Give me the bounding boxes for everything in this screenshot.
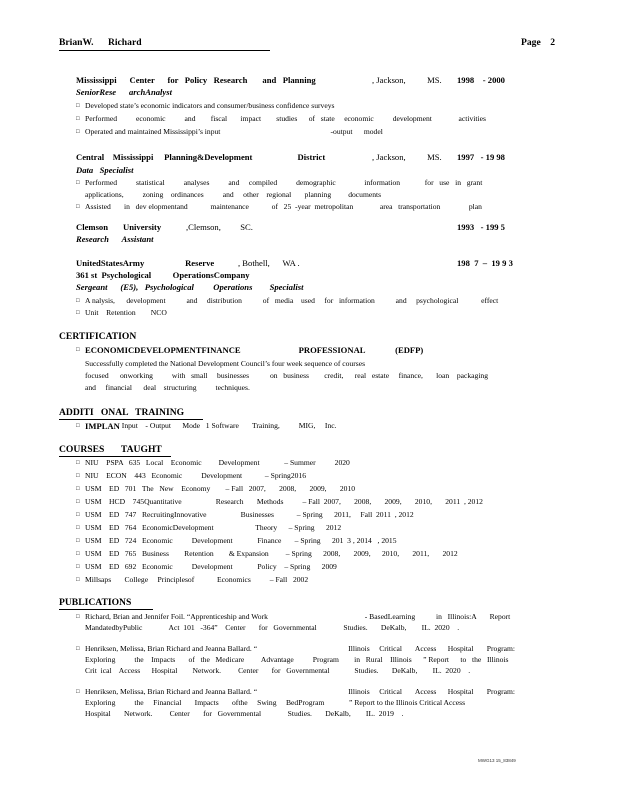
- certification-line: and financial deal structuring techniques.: [85, 383, 250, 392]
- publication-line: Crit ical Access Hospital Network. Center for Governmental Studies. DeKalb, IL. 2020 .: [85, 666, 471, 675]
- course-item: NIU ECON 443 Economic Development – Spring2016: [85, 471, 307, 480]
- course-item: USM ED 692 Economic Development Policy – Spring 2009: [85, 562, 337, 571]
- document-id: MWG13 15_83849: [478, 758, 516, 763]
- bullet-icon: □: [76, 689, 80, 695]
- bullet-icon: □: [76, 577, 80, 583]
- section-underline: [59, 419, 203, 420]
- section-heading-courses: COURSES TAUGHT: [59, 444, 162, 455]
- section-heading-publications: PUBLICATIONS: [59, 597, 132, 608]
- job-title: Research Assistant: [76, 234, 154, 244]
- bullet-icon: □: [76, 347, 80, 353]
- bullet-icon: □: [76, 423, 80, 429]
- section-underline: [59, 456, 171, 457]
- job-org: Clemson University: [76, 222, 162, 232]
- job-location: , Jackson, MS.: [372, 75, 442, 85]
- publication-line: Exploring the Impacts of the Medicare Advantage Program in Rural Illinois ” Report to the Illinois: [85, 655, 509, 664]
- section-underline: [59, 609, 153, 610]
- bullet-icon: □: [76, 614, 80, 620]
- section-heading-training: ADDITI ONAL TRAINING: [59, 407, 185, 418]
- course-item: USM ED 765 Business Retention & Expansion – Spring 2008, 2009, 2010, 2011, 2012: [85, 549, 458, 558]
- job-title: Data Specialist: [76, 165, 134, 175]
- publication-line: Henriksen, Melissa, Brian Richard and Jeanna Ballard. “ Illinois Critical Access Hospital Program:: [85, 644, 516, 653]
- course-item: USM HCD 745Quantitative Research Methods – Fall 2007, 2008, 2009, 2010, 2011 , 2012: [85, 497, 483, 506]
- certification-line: focused onworking with small businesses on business credit, real estate finance, loan packaging: [85, 371, 489, 380]
- course-item: Millsaps College Principlesof Economics – Fall 2002: [85, 575, 309, 584]
- course-item: USM ED 764 EconomicDevelopment Theory – Spring 2012: [85, 523, 342, 532]
- course-item: USM ED 747 RecruitingInnovative Businesses – Spring 2011, Fall 2011 , 2012: [85, 510, 414, 519]
- job-bullet: Assisted in dev elopmentand maintenance of 25 -year metropolitan area transportation plan: [85, 202, 482, 211]
- publication-line: MandatedbyPublic Act 101 -364” Center for Governmental Studies. DeKalb, IL. 2020 .: [85, 623, 460, 632]
- bullet-icon: □: [76, 298, 80, 304]
- bullet-icon: □: [76, 103, 80, 109]
- bullet-icon: □: [76, 310, 80, 316]
- job-bullet: Performed statistical analyses and compiled demographic information for use in grant: [85, 178, 483, 187]
- bullet-icon: □: [76, 473, 80, 479]
- job-bullet: Developed state’s economic indicators and consumer/business confidence surveys: [85, 101, 335, 110]
- bullet-icon: □: [76, 525, 80, 531]
- job-dates: 1998 - 2000: [457, 75, 505, 85]
- job-bullet: Unit Retention NCO: [85, 308, 167, 317]
- publication-line: Exploring the Financial Impacts ofthe Swing BedProgram ” Report to the Illinois Critical Access: [85, 698, 466, 707]
- job-org: UnitedStatesArmy Reserve: [76, 258, 215, 268]
- job-title: Sergeant (E5), Psychological Operations Specialist: [76, 282, 304, 292]
- bullet-icon: □: [76, 180, 80, 186]
- course-item: USM ED 701 The New Economy – Fall 2007, 2008, 2009, 2010: [85, 484, 356, 493]
- job-bullet: Performed economic and fiscal impact studies of state economic development activities: [85, 114, 486, 123]
- certification-line: Successfully completed the National Development Council’s four week sequence of courses: [85, 359, 366, 368]
- job-bullet-continued: applications, zoning ordinances and other regional planning documents: [85, 190, 382, 199]
- bullet-icon: □: [76, 551, 80, 557]
- course-item: USM ED 724 Economic Development Finance – Spring 201 3 , 2014 , 2015: [85, 536, 397, 545]
- publication-line: Henriksen, Melissa, Brian Richard and Jeanna Ballard. “ Illinois Critical Access Hospital Program:: [85, 687, 516, 696]
- section-heading-certification: CERTIFICATION: [59, 331, 137, 342]
- bullet-icon: □: [76, 129, 80, 135]
- job-location: , Bothell, WA .: [238, 258, 300, 268]
- page-number: Page 2: [521, 37, 556, 48]
- publication-line: Richard, Brian and Jennifer Foil. “Apprenticeship and Work - BasedLearning in Illinois:A Report: [85, 612, 511, 621]
- job-org: Central Mississippi Planning&Development District: [76, 152, 326, 162]
- course-item: NIU PSPA 635 Local Economic Development – Summer 2020: [85, 458, 350, 467]
- job-bullet: Operated and maintained Mississippi’s input -output model: [85, 127, 383, 136]
- bullet-icon: □: [76, 460, 80, 466]
- job-dates: 198 7 – 19 9 3: [457, 258, 513, 268]
- certification-name: ECONOMICDEVELOPMENTFINANCE PROFESSIONAL (EDFP): [85, 345, 424, 355]
- training-item-name: IMPLAN: [85, 421, 120, 431]
- bullet-icon: □: [76, 512, 80, 518]
- bullet-icon: □: [76, 499, 80, 505]
- header-rule: [59, 50, 270, 51]
- bullet-icon: □: [76, 564, 80, 570]
- job-location: , Jackson, MS.: [372, 152, 442, 162]
- bullet-icon: □: [76, 486, 80, 492]
- job-dates: 1997 - 19 98: [457, 152, 505, 162]
- job-org-unit: 361 st Psychological OperationsCompany: [76, 270, 250, 280]
- job-org: Mississippi Center for Policy Research and Planning: [76, 75, 316, 85]
- training-item-detail: Input - Output Mode 1 Software Training, MIG, Inc.: [118, 421, 337, 430]
- job-dates: 1993 - 199 5: [457, 222, 505, 232]
- bullet-icon: □: [76, 646, 80, 652]
- bullet-icon: □: [76, 116, 80, 122]
- bullet-icon: □: [76, 204, 80, 210]
- header-name: BrianW. Richard: [59, 37, 142, 48]
- job-location: ,Clemson, SC.: [186, 222, 253, 232]
- bullet-icon: □: [76, 538, 80, 544]
- job-title: SeniorRese archAnalyst: [76, 87, 172, 97]
- job-bullet: A nalysis, development and distribution of media used for information and psychological effect: [85, 296, 499, 305]
- publication-line: Hospital Network. Center for Governmental Studies. DeKalb, IL. 2019 .: [85, 709, 404, 718]
